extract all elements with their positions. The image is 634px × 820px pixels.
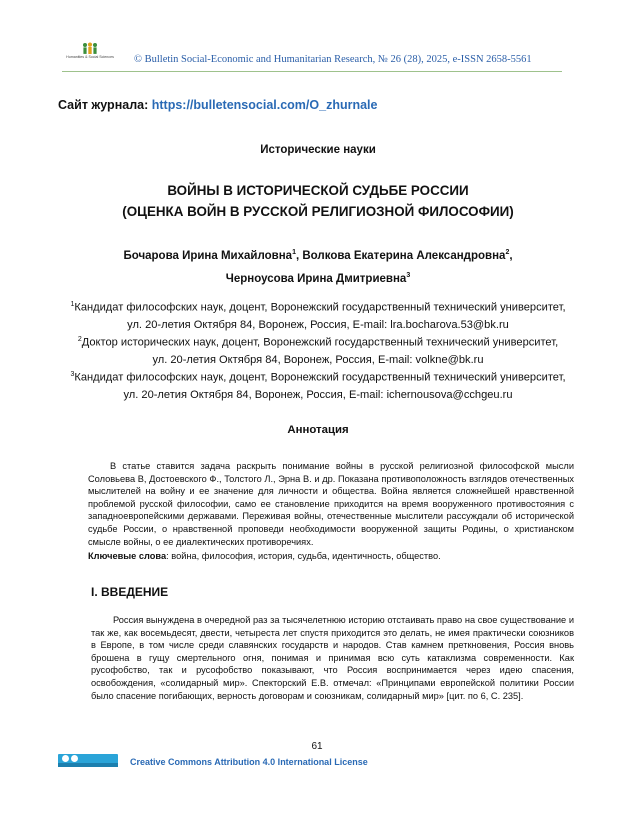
affiliation-3 (58, 366, 578, 404)
affiliation-3-line-1 (58, 366, 578, 387)
keywords-text: : война, философия, история, судьба, идентичность, общество. (166, 551, 441, 561)
author-3: Черноусова Ирина Дмитриевна (225, 272, 407, 285)
annotation-text: В статье ставится задача раскрыть понимание войны в русской религиозной философской мысли Соловьева В, Достоевского Ф., Толстого Л., Эрна В. и др. Показана противоположность взглядов отечественных мыслителей на войну и ее значение для личности и общества. Война является сложнейшей нравственной проблемой русской философии, само ее становление приходится на время вооруженного противостояния с западноевропейскими державами. Переживая войны, отечественные мыслители рассуждали об исторической судьбе России, о нравственной проповеди необходимости вооруженной защиты Родины, о христианском смысле войны, о ее диалектических противоречиях. (88, 461, 574, 547)
affiliation-sup: 1 (70, 301, 75, 308)
author-2-sup: 2 (505, 249, 510, 256)
affiliation-1-line-1 (58, 296, 578, 317)
journal-site-line (58, 98, 377, 112)
cc-circle-icon (62, 755, 69, 762)
annotation-heading: Аннотация (287, 424, 349, 436)
affiliation-2 (58, 331, 578, 369)
page-number: 61 (311, 741, 323, 752)
title-line-1: ВОЙНЫ В ИСТОРИЧЕСКОЙ СУДЬБЕ РОССИИ (167, 183, 469, 198)
introduction-heading: I. ВВЕДЕНИЕ (91, 585, 169, 599)
author-3-sup: 3 (406, 271, 411, 279)
affiliation-text: Кандидат философских наук, доцент, Воронежский государственный технический университет, (74, 301, 566, 314)
title-line-2: (ОЦЕНКА ВОЙН В РУССКОЙ РЕЛИГИОЗНОЙ ФИЛОСОФИИ) (122, 204, 514, 219)
affiliation-sup: 2 (77, 336, 82, 343)
author-1: Бочарова Ирина Михайловна (123, 249, 293, 262)
site-link[interactable]: https://bulletensocial.com/O_zhurnale (151, 98, 378, 112)
affiliation-1-line-2: ул. 20-летия Октября 84, Воронеж, Россия, E-mail: lra.bocharova.53@bk.ru (127, 318, 509, 331)
logo-text: Humanities & Social Sciences (66, 55, 114, 59)
journal-logo (66, 42, 114, 68)
authors-line-2 (58, 266, 578, 289)
journal-citation: © Bulletin Social-Economic and Humanitarian Research, № 26 (28), 2025, e-ISSN 2658-5561 (134, 54, 532, 65)
article-title (58, 180, 578, 222)
by-circle-icon (71, 755, 78, 762)
affiliation-1 (58, 296, 578, 334)
cc-badge-strip (58, 763, 118, 767)
license-link[interactable]: Creative Commons Attribution 4.0 International License (130, 757, 368, 767)
affiliation-text: Доктор исторических наук, доцент, Воронежский государственный технический университет, (81, 336, 559, 349)
author-separator: , (509, 249, 513, 262)
keywords (88, 550, 574, 563)
affiliation-text: Кандидат философских наук, доцент, Воронежский государственный технический университет, (74, 371, 566, 384)
affiliation-2-line-2: ул. 20-летия Октября 84, Воронеж, Россия, E-mail: volkne@bk.ru (152, 353, 484, 366)
author-separator: , (295, 249, 303, 262)
author-2: Волкова Екатерина Александровна (302, 249, 506, 262)
section-heading: Исторические науки (260, 144, 376, 156)
affiliation-2-line-1 (58, 331, 578, 352)
authors (58, 243, 578, 289)
introduction-text: Россия вынуждена в очередной раз за тысячелетнюю историю отстаивать право на свое существование и так же, как восемьдесят, двести, четыреста лет спустя приходится это делать, не имея практически союзников в Европе, в том числе среди славянских государств и народов. Став камнем преткновения, Россия вновь брошена в гущу смертельного огня, понимая и принимая всю суть катаклизма современности. Как русофобство, так и русофобство показывают, что Россия воспринимается через идею спасения, освобождения, «солидарный мир». Спекторский Е.В. отмечал: «Принципами европейской политики России было спасение погибающих, верность договорам и союзникам, солидарный мир» [цит. по 6, С. 235]. (91, 615, 574, 701)
keywords-label: Ключевые слова (88, 551, 167, 561)
site-label: Сайт журнала: (58, 98, 152, 112)
header-divider (62, 71, 562, 72)
affiliation-sup: 3 (70, 371, 75, 378)
affiliation-3-line-2: ул. 20-летия Октября 84, Воронеж, Россия, E-mail: ichernousova@cchgeu.ru (123, 388, 513, 401)
authors-line-1 (58, 243, 578, 266)
cc-by-badge-icon[interactable] (58, 754, 118, 767)
people-logo-icon (80, 42, 100, 55)
author-1-sup: 1 (292, 249, 296, 256)
